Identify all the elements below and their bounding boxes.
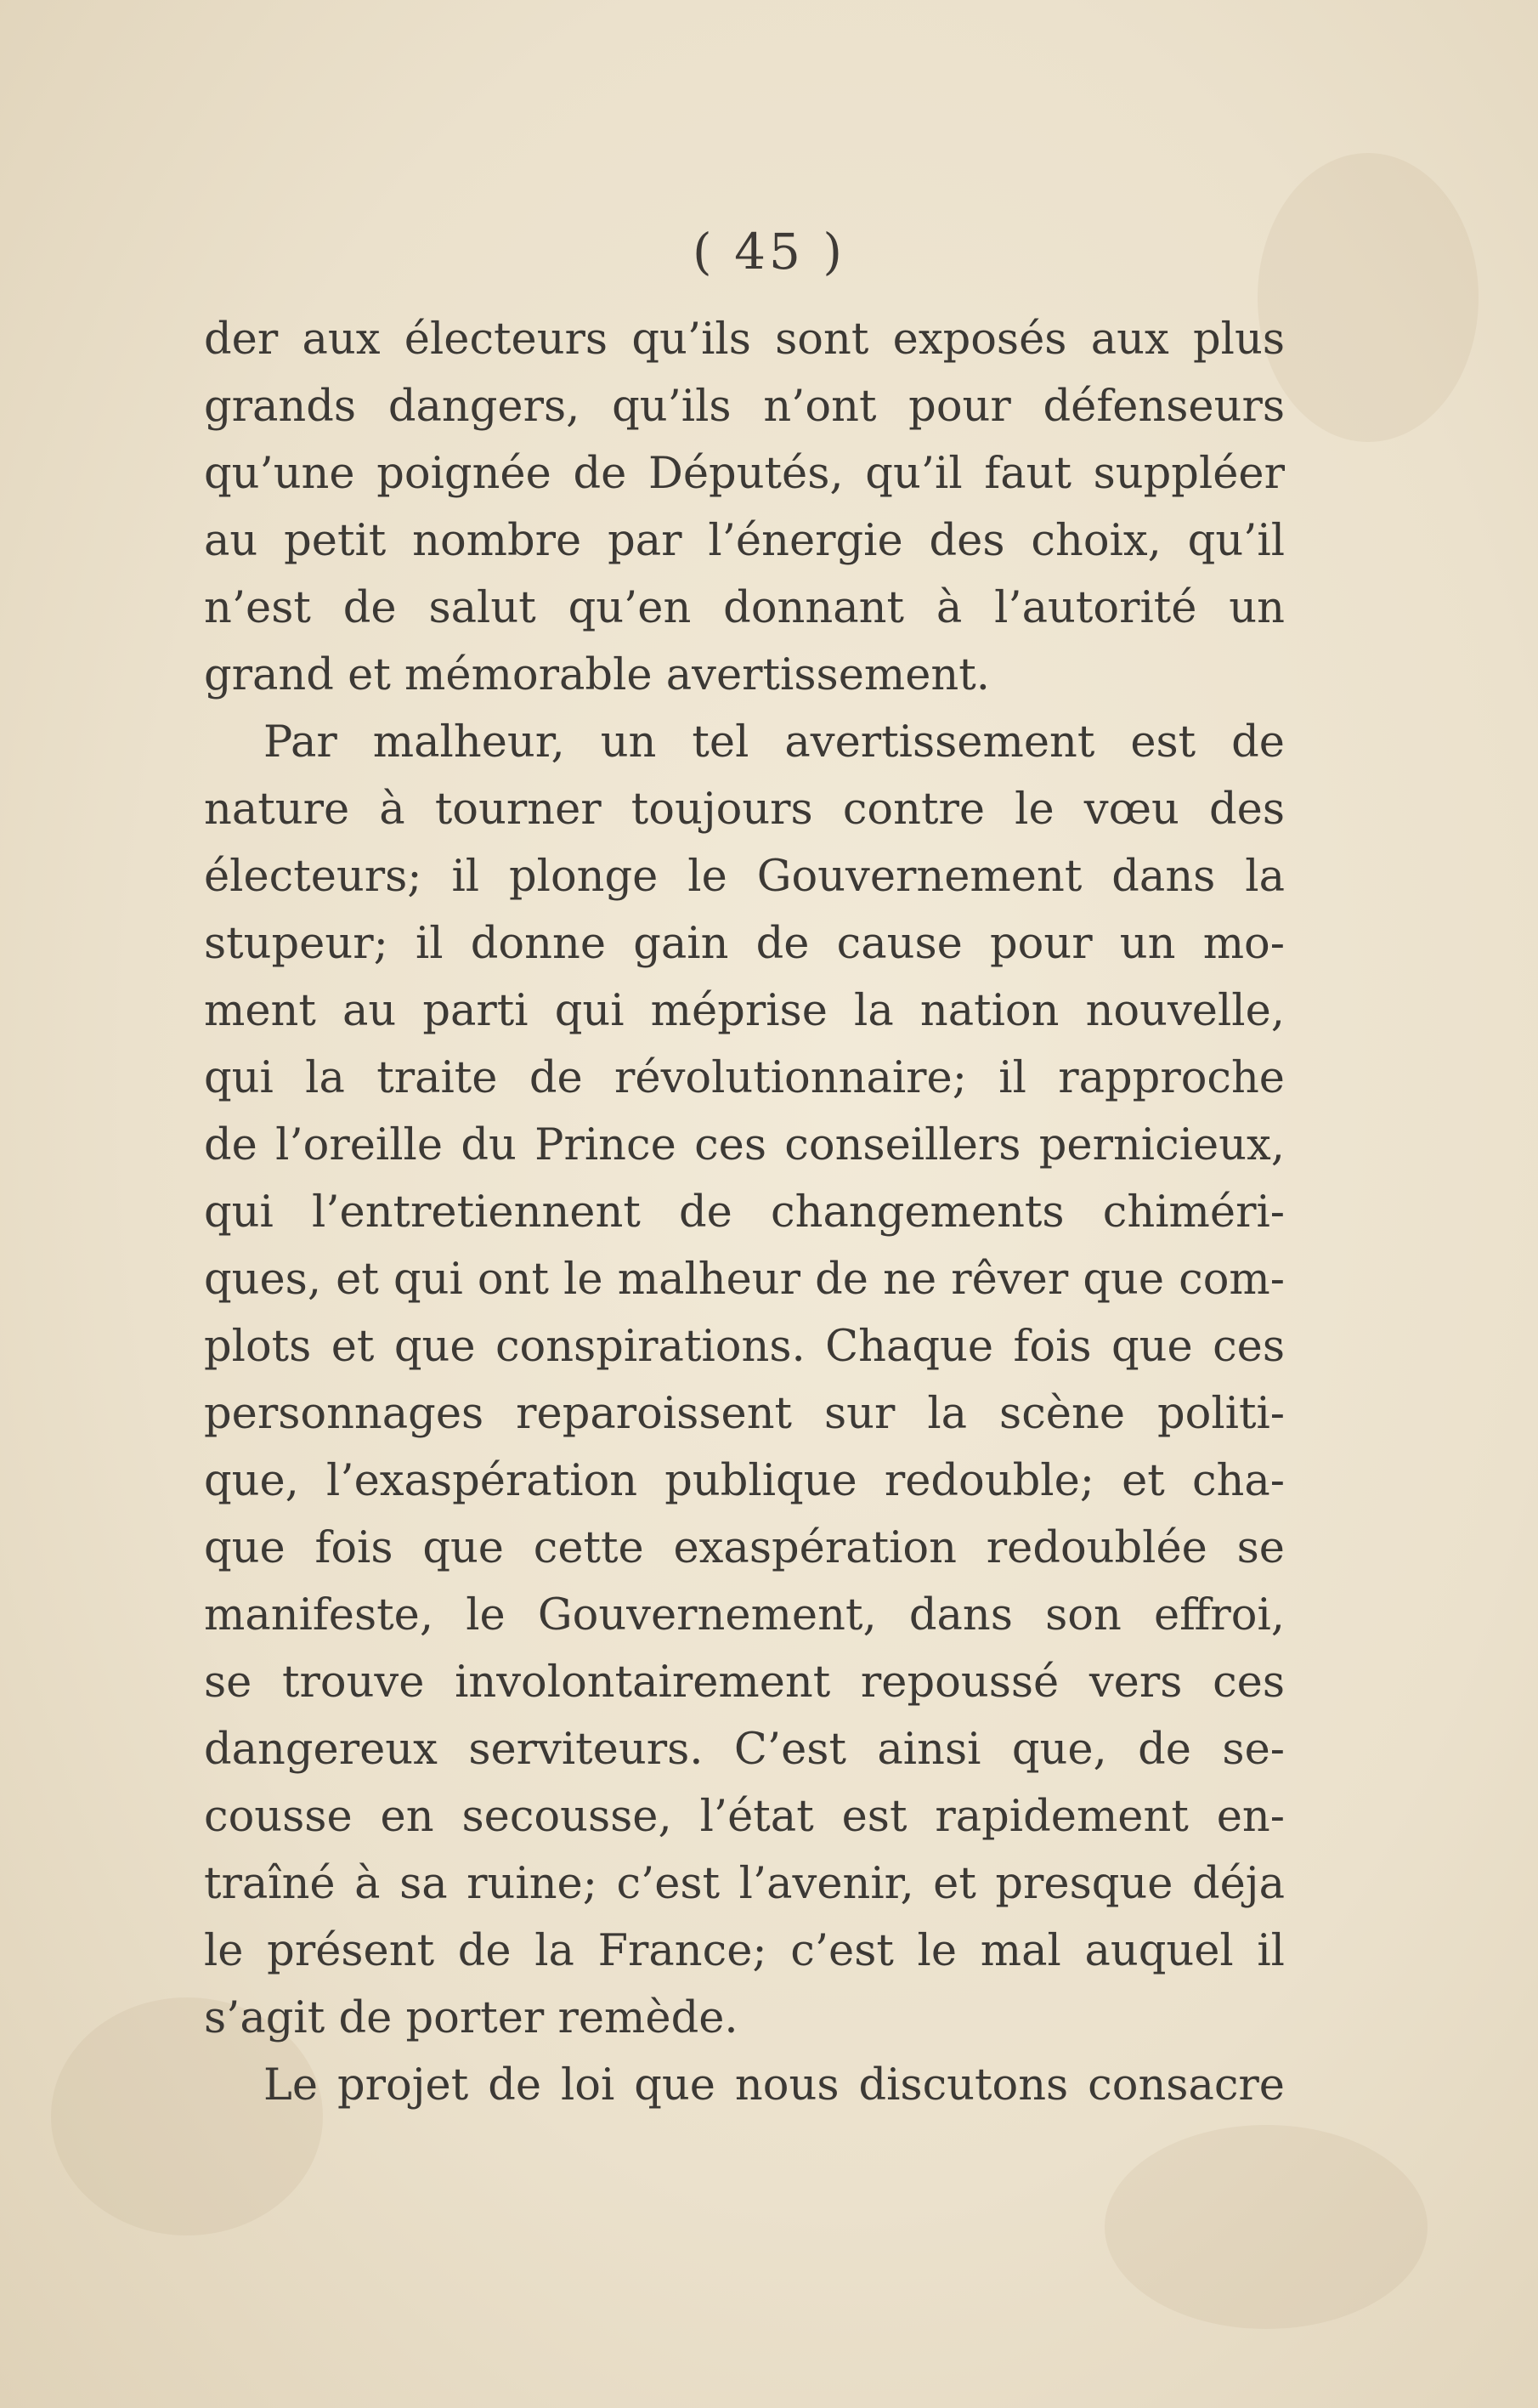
text-line: grands dangers, qu’ils n’ont pour défenseurs (204, 382, 1285, 432)
text-line: de l’oreille du Prince ces conseillers pernicieux, (204, 1120, 1285, 1170)
text-line: n’est de salut qu’en donnant à l’autorité un (204, 583, 1285, 633)
text-line: dangereux serviteurs. C’est ainsi que, de se- (204, 1725, 1285, 1775)
text-line: der aux électeurs qu’ils sont exposés aux plus (204, 314, 1285, 365)
text-line: qui la traite de révolutionnaire; il rapproche (204, 1053, 1285, 1103)
text-line: qu’une poignée de Députés, qu’il faut suppléer (204, 449, 1285, 499)
text-line: ques, et qui ont le malheur de ne rêver que com- (204, 1255, 1285, 1305)
text-line: Par malheur, un tel avertissement est de (263, 717, 1285, 768)
text-line: que, l’exaspération publique redouble; et cha- (204, 1456, 1285, 1506)
text-line: nature à tourner toujours contre le vœu des (204, 785, 1285, 835)
body-text (204, 306, 1285, 2119)
text-line: grand et mémorable avertissement. (204, 650, 990, 700)
text-line: s’agit de porter remède. (204, 1993, 738, 2043)
text-line: manifeste, le Gouvernement, dans son effroi, (204, 1590, 1285, 1640)
text-line: que fois que cette exaspération redoublée se (204, 1523, 1285, 1573)
paper-stain (1105, 2125, 1428, 2329)
text-line: le présent de la France; c’est le mal auquel il (204, 1926, 1285, 1976)
text-line: se trouve involontairement repoussé vers ces (204, 1657, 1285, 1708)
text-line: électeurs; il plonge le Gouvernement dans la (204, 852, 1285, 902)
text-line: Le projet de loi que nous discutons consacre (263, 2060, 1285, 2111)
text-line: au petit nombre par l’énergie des choix, qu’il (204, 516, 1285, 566)
paper-stain (1258, 153, 1479, 442)
text-line: cousse en secousse, l’état est rapidement en- (204, 1792, 1285, 1842)
text-line: qui l’entretiennent de changements chiméri- (204, 1187, 1285, 1238)
text-line: plots et que conspirations. Chaque fois que ces (204, 1322, 1285, 1372)
text-line: personnages reparoissent sur la scène politi- (204, 1389, 1285, 1439)
text-line: stupeur; il donne gain de cause pour un mo- (204, 919, 1285, 969)
text-line: traîné à sa ruine; c’est l’avenir, et presque déja (204, 1859, 1285, 1909)
text-line: ment au parti qui méprise la nation nouvelle, (204, 986, 1285, 1036)
page-number: ( 45 ) (693, 223, 845, 280)
